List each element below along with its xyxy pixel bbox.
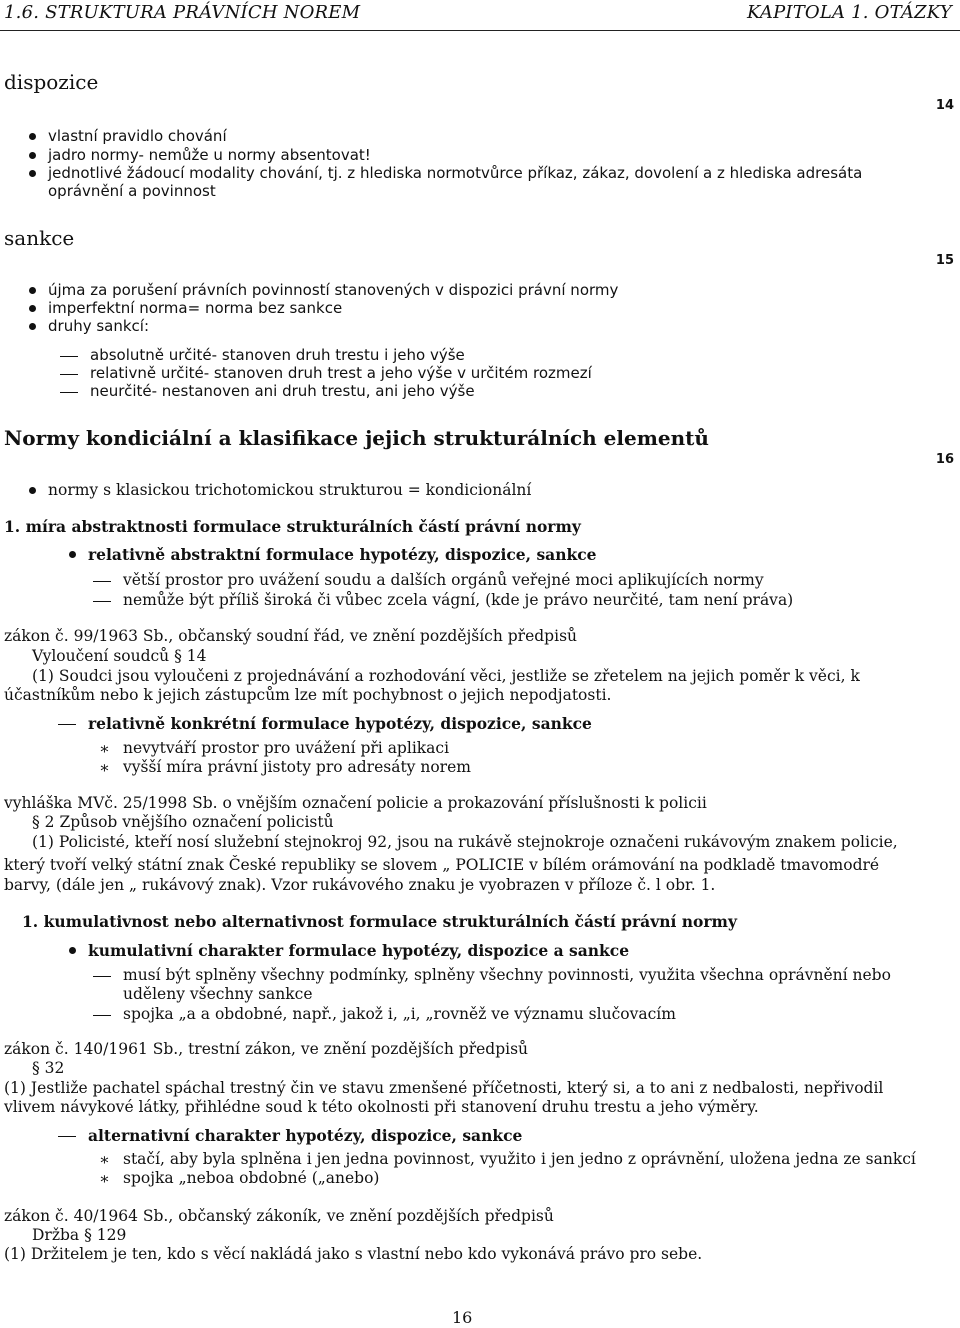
- header-rule: [0, 30, 960, 31]
- sub-list-item: spojka „a a obdobné, např., jakož i, „i, „rovněž ve významu slučovacím: [123, 1005, 676, 1023]
- law-text: barvy, (dále jen „ rukávový znak). Vzor rukávového znaku je vyobrazen v příloze č. l obr. 1.: [4, 876, 716, 894]
- law-text: vlivem návykové látky, přihlédne soud k této okolnosti při stanovení druhu trestu a jeho výměry.: [4, 1098, 759, 1116]
- sub-list-item: relativně určité- stanoven druh trest a jeho výše v určitém rozmezí: [90, 364, 592, 382]
- running-header-left: 1.6. STRUKTURA PRÁVNÍCH NOREM: [4, 2, 361, 23]
- margin-number: 16: [935, 452, 954, 467]
- law-citation: zákon č. 140/1961 Sb., trestní zákon, ve znění pozdějších předpisů: [4, 1040, 529, 1058]
- law-citation: zákon č. 99/1963 Sb., občanský soudní řád, ve znění pozdějších předpisů: [4, 627, 578, 645]
- numbered-point: 1. míra abstraktnosti formulace strukturálních částí právní normy: [4, 517, 581, 536]
- law-text: který tvoří velký státní znak České republiky se slovem „ POLICIE v bílém orámování na podkladě tmavomodré: [4, 856, 880, 874]
- list-item: újma za porušení právních povinností stanovených v dispozici právní normy: [48, 281, 619, 299]
- sub-list-item: ∗ stačí, aby byla splněna i jen jedna povinnost, využito i jen jedno z oprávnění, uložena jedna ze sankcí: [123, 1150, 916, 1169]
- sub-list-item: ∗ nevytváří prostor pro uvážení při aplikaci: [123, 739, 449, 758]
- sub-list-item: absolutně určité- stanoven druh trestu i jeho výše: [90, 346, 465, 364]
- margin-number: 15: [935, 253, 954, 268]
- sub-list-item: neurčité- nestanoven ani druh trestu, ani jeho výše: [90, 382, 475, 400]
- sub-list-item: větší prostor pro uvážení soudu a dalších orgánů veřejné moci aplikujících normy: [123, 571, 764, 589]
- list-item: vlastní pravidlo chování: [48, 127, 227, 145]
- list-item-continuation: oprávnění a povinnost: [48, 182, 216, 200]
- margin-number: 14: [935, 98, 954, 113]
- list-item: relativně konkrétní formulace hypotézy, dispozice, sankce: [88, 714, 592, 733]
- law-text: (1) Soudci jsou vyloučeni z projednávání a rozhodování věci, jestliže se zřetelem na jejich poměr k věci, k: [32, 667, 860, 685]
- law-citation: vyhláška MVč. 25/1998 Sb. o vnějším označení policie a prokazování příslušnosti k policii: [4, 794, 707, 812]
- law-text: Vyloučení soudců § 14: [32, 647, 207, 665]
- list-item: kumulativní charakter formulace hypotézy, dispozice a sankce: [88, 941, 630, 960]
- page-number: 16: [452, 1308, 473, 1327]
- section-heading-normy: Normy kondiciální a klasifikace jejich strukturálních elementů: [4, 426, 709, 450]
- law-text: (1) Policisté, kteří nosí služební stejnokroj 92, jsou na rukávě stejnokroje označeni rukávovým znakem policie,: [32, 833, 898, 851]
- list-item: relativně abstraktní formulace hypotézy, dispozice, sankce: [88, 545, 597, 564]
- numbered-point: 1. kumulativnost nebo alternativnost formulace strukturálních částí právní normy: [22, 912, 737, 931]
- list-item: jednotlivé žádoucí modality chování, tj. z hlediska normotvůrce příkaz, zákaz, dovolení a z hlediska adresáta: [48, 164, 863, 182]
- sub-list-item: musí být splněny všechny podmínky, splněny všechny povinnosti, využita všechna oprávnění nebo: [123, 966, 891, 984]
- law-text: účastníkům nebo k jejich zástupcům lze mít pochybnost o jejich nepodjatosti.: [4, 686, 612, 704]
- sub-list-item-continuation: uděleny všechny sankce: [123, 985, 313, 1003]
- list-item: druhy sankcí:: [48, 317, 150, 335]
- law-text: (1) Jestliže pachatel spáchal trestný čin ve stavu zmenšené příčetnosti, který si, a to ani z nedbalosti, nepřivodil: [4, 1079, 884, 1097]
- sub-list-item: ∗ vyšší míra právní jistoty pro adresáty norem: [123, 758, 471, 777]
- list-item: normy s klasickou trichotomickou strukturou = kondicionální: [48, 481, 532, 499]
- section-heading-dispozice: dispozice: [4, 70, 99, 94]
- sub-list-item: ∗ spojka „neboa obdobné („anebo): [123, 1169, 379, 1188]
- sub-list-item: nemůže být příliš široká či vůbec zcela vágní, (kde je právo neurčité, tam není práva): [123, 591, 794, 609]
- list-item: alternativní charakter hypotézy, dispozice, sankce: [88, 1126, 523, 1145]
- section-heading-sankce: sankce: [4, 226, 75, 250]
- list-item: imperfektní norma= norma bez sankce: [48, 299, 343, 317]
- law-text: § 2 Způsob vnějšího označení policistů: [32, 813, 334, 831]
- law-text: Držba § 129: [32, 1226, 127, 1244]
- law-citation: zákon č. 40/1964 Sb., občanský zákoník, ve znění pozdějších předpisů: [4, 1207, 554, 1225]
- running-header-right: KAPITOLA 1. OTÁZKY: [746, 2, 952, 23]
- law-text: § 32: [32, 1059, 65, 1077]
- law-text: (1) Držitelem je ten, kdo s věcí nakládá jako s vlastní nebo kdo vykonává právo pro sebe.: [4, 1245, 703, 1263]
- list-item: jadro normy- nemůže u normy absentovat!: [48, 146, 371, 164]
